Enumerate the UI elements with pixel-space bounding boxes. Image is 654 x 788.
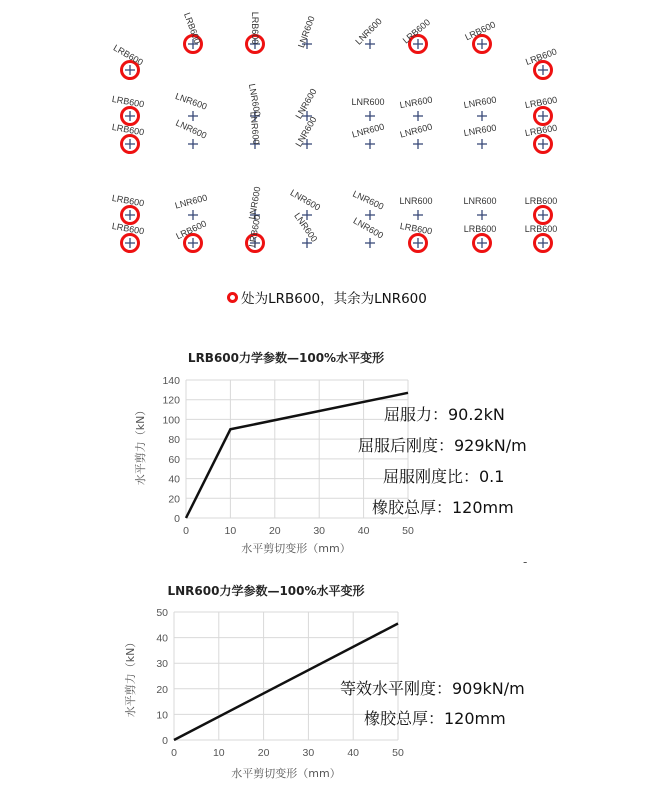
bearing-label: LNR600 <box>398 94 434 111</box>
bearing-label: LNR600 <box>399 196 433 206</box>
y-tick-label: 40 <box>156 632 168 645</box>
bearing-label: LNR600 <box>350 121 386 140</box>
bearing-label: LRB600 <box>463 19 498 43</box>
lrb-bearing <box>399 221 433 252</box>
x-tick-label: 10 <box>224 525 237 537</box>
lrb-bearing <box>111 221 145 252</box>
x-axis-label: 水平剪切变形（mm） <box>231 767 341 780</box>
lrb-rubber-thickness: 橡胶总厚：120mm <box>372 498 514 517</box>
lrb-post-yield-stiffness: 屈服后刚度：929kN/m <box>358 436 527 455</box>
bearing-label: LNR600 <box>173 192 209 211</box>
y-axis-ticks <box>162 375 180 525</box>
y-tick-label: 80 <box>168 434 180 447</box>
x-tick-label: 20 <box>268 525 281 537</box>
x-axis-ticks <box>171 747 404 759</box>
bearing-label: LNR600 <box>353 16 384 47</box>
lnr-rubber-thickness: 橡胶总厚：120mm <box>364 709 506 728</box>
lrb-yield-force: 屈服力：90.2kN <box>384 405 505 424</box>
lnr-bearing <box>293 115 318 149</box>
bearing-label: LNR600 <box>462 94 498 111</box>
lnr-bearing <box>174 192 208 220</box>
y-tick-label: 0 <box>174 513 180 525</box>
lrb-bearing <box>182 11 203 52</box>
chart-title: LRB600力学参数—100%水平变形 <box>187 351 385 365</box>
lnr-bearing <box>248 111 261 149</box>
legend <box>0 287 654 307</box>
bearing-label: LRB600 <box>174 218 209 242</box>
y-tick-label: 20 <box>168 493 180 506</box>
bearing-label: LNR600 <box>288 187 323 213</box>
bearing-label: LRB600 <box>524 122 558 139</box>
lnr-bearing <box>463 123 497 149</box>
lrb-bearing <box>524 123 558 153</box>
bearing-label: LRB600 <box>400 17 433 46</box>
stray-mark: - <box>523 555 528 569</box>
bearing-plan <box>0 0 654 270</box>
y-tick-label: 30 <box>156 658 168 671</box>
y-tick-label: 40 <box>168 473 180 486</box>
lnr-equivalent-stiffness: 等效水平刚度：909kN/m <box>340 679 525 698</box>
lrb-bearing <box>524 46 558 78</box>
lrb-stiffness-ratio: 屈服刚度比：0.1 <box>383 467 505 486</box>
y-tick-label: 10 <box>156 709 168 722</box>
bearing-label: LNR600 <box>398 121 434 140</box>
bearing-label: LRB600 <box>111 93 145 110</box>
bearing-label: LRB600 <box>111 121 145 138</box>
x-axis-ticks <box>183 525 414 537</box>
x-tick-label: 30 <box>313 525 326 537</box>
x-tick-label: 20 <box>257 747 270 759</box>
bearing-label: LRB600 <box>111 42 145 68</box>
x-tick-label: 10 <box>212 747 225 759</box>
lnr-bearing <box>463 196 496 220</box>
lrb-bearing <box>174 218 208 251</box>
lnr-bearing <box>399 95 433 121</box>
bearing-label: LNR600 <box>293 86 319 121</box>
bearing-label: LRB600 <box>399 220 433 237</box>
lnr-bearing <box>351 215 385 248</box>
lnr-bearing <box>351 121 385 149</box>
x-axis-label: 水平剪切变形（mm） <box>241 542 351 555</box>
bearing-label: LNR600 <box>293 114 319 149</box>
bearing-label: LNR600 <box>248 111 262 145</box>
y-tick-label: 50 <box>156 607 168 619</box>
bearing-label: LNR600 <box>173 90 209 112</box>
x-tick-label: 0 <box>171 747 177 759</box>
y-tick-label: 140 <box>162 375 180 387</box>
lrb-bearing <box>111 193 145 224</box>
lrb-bearing <box>524 95 558 125</box>
lrb-bearing <box>111 94 145 125</box>
x-tick-label: 0 <box>183 525 189 537</box>
lrb-bearing <box>247 12 264 53</box>
lnr-bearing <box>399 121 433 149</box>
bearing-label: LNR600 <box>292 210 320 244</box>
y-tick-label: 120 <box>162 394 180 407</box>
bearing-label: LRB600 <box>111 220 145 237</box>
bearing-label: LNR600 <box>462 122 498 139</box>
x-tick-label: 30 <box>302 747 315 759</box>
lrb-bearing <box>401 17 432 52</box>
bearing-label: LNR600 <box>246 185 263 221</box>
bearing-label: LRB600 <box>524 94 558 111</box>
y-axis-ticks <box>156 607 168 747</box>
y-tick-label: 60 <box>168 453 180 466</box>
lrb-bearing <box>464 224 497 252</box>
lrb-bearing <box>525 196 558 224</box>
bearing-label: LRB600 <box>250 11 260 45</box>
x-tick-label: 40 <box>357 525 370 537</box>
lnr-bearing <box>296 15 317 49</box>
y-tick-label: 20 <box>156 683 168 696</box>
lrb-bearing <box>525 224 558 252</box>
lnr-bearing <box>463 95 497 121</box>
red-circle-icon <box>227 292 238 303</box>
bearing-label: LNR600 <box>351 97 385 107</box>
bearing-label: LNR600 <box>295 14 317 50</box>
bearing-label: LNR600 <box>174 117 209 141</box>
bearing-label: LRB600 <box>111 192 145 209</box>
bearing-label: LNR600 <box>463 196 497 206</box>
legend-text: 处为LRB600，其余为LNR600 <box>241 291 427 307</box>
lnr-bearing <box>293 87 318 121</box>
lnr-bearing <box>292 211 319 248</box>
lnr-bearing <box>174 91 208 121</box>
x-tick-label: 50 <box>402 525 414 537</box>
lrb-bearing <box>463 19 497 52</box>
lnr-bearing <box>174 118 208 149</box>
lnr-bearing <box>399 196 432 220</box>
bearing-label: LNR600 <box>351 215 386 241</box>
bearing-label: LRB600 <box>524 46 559 67</box>
lnr-bearing <box>351 97 384 121</box>
chart-title: LNR600力学参数—100%水平变形 <box>167 584 365 598</box>
bearing-label: LRB600 <box>524 196 558 206</box>
bearing-label: LRB600 <box>182 11 203 46</box>
bearing-label: LRB600 <box>463 224 497 234</box>
bearing-label: LNR600 <box>351 188 386 212</box>
y-tick-label: 0 <box>162 735 168 747</box>
x-tick-label: 40 <box>347 747 360 759</box>
y-axis-label: 水平剪力（kN） <box>134 404 147 486</box>
lrb-bearing <box>112 43 145 79</box>
bearing-label: LNR600 <box>246 82 263 118</box>
lnr-bearing <box>353 16 383 49</box>
bearing-label: LRB600 <box>246 214 263 248</box>
bearing-label: LRB600 <box>524 224 558 234</box>
y-axis-label: 水平剪力（kN） <box>124 636 137 718</box>
y-tick-label: 100 <box>162 414 180 427</box>
x-tick-label: 50 <box>392 747 404 759</box>
lrb-bearing <box>111 122 145 153</box>
